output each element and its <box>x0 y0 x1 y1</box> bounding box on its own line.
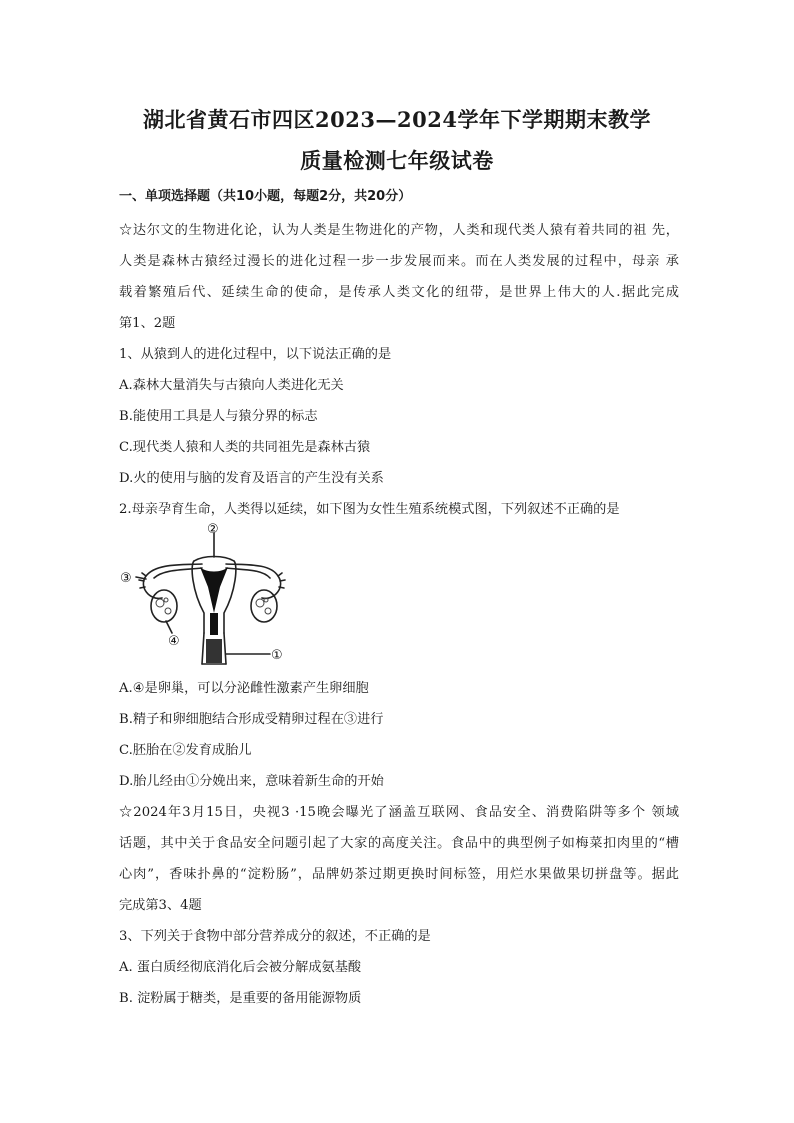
question-2-option-a: A.④是卵巢，可以分泌雌性激素产生卵细胞 <box>119 681 369 696</box>
passage1-line: ☆达尔文的生物进化论，认为人类是生物进化的产物，人类和现代类人猿有着共同的祖 先， <box>119 223 679 238</box>
passage1-line: 人类是森林古猿经过漫长的进化过程一步一步发展而来。而在人类发展的过程中，母亲 承 <box>119 254 679 269</box>
passage2-line: 心肉”，香味扑鼻的“淀粉肠”，品牌奶茶过期更换时间标签，用烂水果做果切拼盘等。据此 <box>119 867 679 882</box>
question-3-stem: 3、下列关于食物中部分营养成分的叙述，不正确的是 <box>119 929 431 944</box>
passage2-line: 完成第3、4题 <box>119 898 202 913</box>
question-2-option-d: D.胎儿经由①分娩出来，意味着新生命的开始 <box>119 774 384 789</box>
question-3-option-a: A. 蛋白质经彻底消化后会被分解成氨基酸 <box>119 960 362 975</box>
question-2-stem: 2.母亲孕育生命，人类得以延续，如下图为女性生殖系统模式图，下列叙述不正确的是 <box>119 502 620 517</box>
question-1-option-d: D.火的使用与脑的发育及语言的产生没有关系 <box>119 471 384 486</box>
question-2-option-c: C.胚胎在②发育成胎儿 <box>119 743 252 758</box>
question-1-option-b: B.能使用工具是人与猿分界的标志 <box>119 409 318 424</box>
question-3-option-b: B. 淀粉属于糖类，是重要的备用能源物质 <box>119 991 362 1006</box>
figure-label-4: ④ <box>168 634 180 649</box>
female-reproductive-system-figure <box>120 521 290 669</box>
figure-label-3: ③ <box>120 571 132 586</box>
figure-label-2: ② <box>207 522 219 537</box>
passage1-line: 载着繁殖后代、延续生命的使命，是传承人类文化的纽带，是世界上伟大的人.据此完成 <box>119 285 679 300</box>
passage2-line: 话题，其中关于食品安全问题引起了大家的高度关注。食品中的典型例子如梅菜扣肉里的“槽 <box>119 836 679 851</box>
question-1-option-a: A.森林大量消失与古猿向人类进化无关 <box>119 378 344 393</box>
section-heading: 一、单项选择题（共10小题，每题2分，共20分） <box>119 189 412 204</box>
passage1-line: 第1、2题 <box>119 316 176 331</box>
question-1-option-c: C.现代类人猿和人类的共同祖先是森林古猿 <box>119 440 371 455</box>
exam-title-line2: 质量检测七年级试卷 <box>300 148 494 173</box>
figure-label-1: ① <box>271 648 283 663</box>
passage2-line: ☆2024年3月15日，央视3 ·15晚会曝光了涵盖互联网、食品安全、消费陷阱等多个 领域 <box>119 805 679 820</box>
question-2-option-b: B.精子和卵细胞结合形成受精卵过程在③进行 <box>119 712 384 727</box>
question-1-stem: 1、从猿到人的进化过程中，以下说法正确的是 <box>119 347 392 362</box>
exam-title-line1: 湖北省黄石市四区2023—2024学年下学期期末教学 <box>143 107 651 132</box>
